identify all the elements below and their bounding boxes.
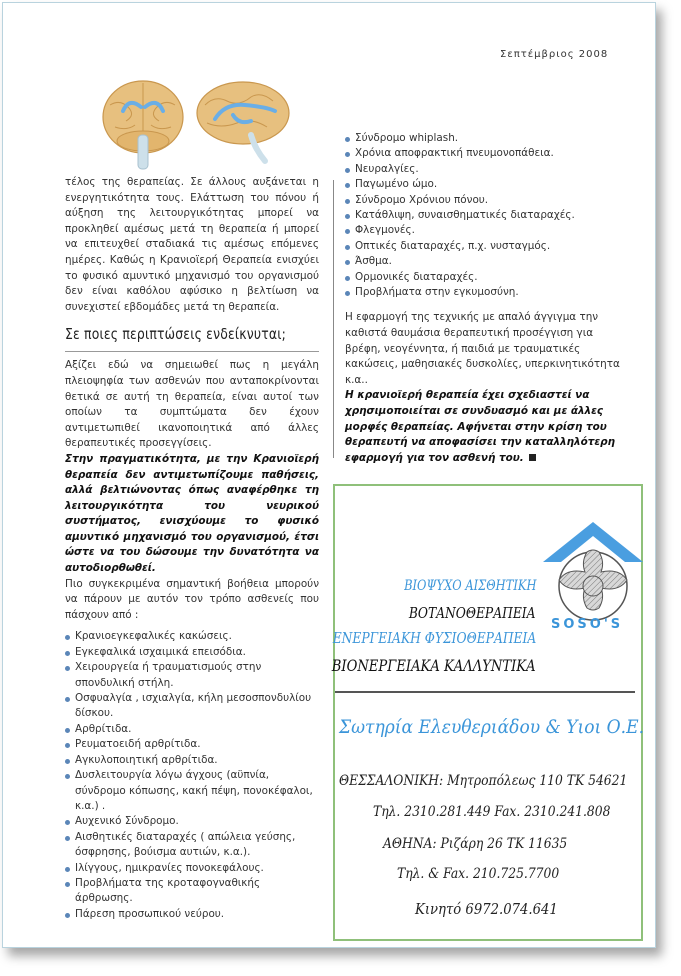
- intro-paragraph: τέλος της θεραπείας. Σε άλλους αυξάνεται η ενεργητικότητα τους. Ελάττωση του πόνου ή αύξηση της λειτουργικότητας μπορεί να προκληθεί αμέσως μετά τη θεραπεία ή μπορεί να επιτευχθεί σταδιακά τις αμέσως επόμενες ημέρες. Καθώς η Κρανιοϊερή Θεραπεία ενισχύει το φυσικό αμυντικό μηχανισμό του οργανισμού δεν είναι καθόλου αφύσικο η βελτίωση να συνεχιστεί εβδομάδες μετά τη θεραπεία.: [65, 176, 319, 313]
- ad-divider: [335, 691, 635, 693]
- list-item: Χειρουργεία ή τραυματισμούς στην σπονδυλική στήλη.: [65, 660, 319, 691]
- list-item: Αυχενικό Σύνδρομο.: [65, 814, 319, 829]
- list-item: Πάρεση προσωπικού νεύρου.: [65, 907, 319, 922]
- bullet-icon: [345, 183, 350, 188]
- list-item: Κρανιοεγκεφαλικές κακώσεις.: [65, 629, 319, 644]
- list-item: Ρευματοειδή αρθρίτιδα.: [65, 737, 319, 752]
- bullet-icon: [65, 728, 70, 733]
- children-paragraph: Η εφαρμογή της τεχνικής με απαλό άγγιγμα την καθιστά θαυμάσια θεραπευτική προσέγγιση για βρέφη, νεογέννητα, ή παιδιά με τραυματικές κακώσεις, μαθησιακές δυσκολίες, υπερκινητικότητα κ.α..: [345, 311, 620, 386]
- end-of-article-icon: [529, 454, 536, 461]
- bullet-icon: [345, 214, 350, 219]
- contact-line: Τηλ. & Fax. 210.725.7700: [397, 866, 560, 882]
- closing-section: [345, 310, 627, 466]
- list-item: Νευραλγίες.: [345, 162, 627, 177]
- issue-date: Σεπτέμβριος 2008: [500, 49, 609, 60]
- list-item: Άσθμα.: [345, 254, 627, 269]
- conditions-list-right: [345, 131, 627, 300]
- bullet-icon: [345, 137, 350, 142]
- bullet-icon: [65, 913, 70, 918]
- bullet-icon: [65, 651, 70, 656]
- list-item: Προβλήματα στην εγκυμοσύνη.: [345, 285, 627, 300]
- list-item: Αγκυλοποιητική αρθρίτιδα.: [65, 753, 319, 768]
- service-line: ΒΙΟΝΕΡΓΕΙΑΚΑ ΚΑΛΛΥΝΤΙΚΑ: [332, 656, 536, 675]
- emphasis-paragraph: Στην πραγματικότητα, με την Κρανιοϊερή θεραπεία δεν αντιμετωπίζουμε παθήσεις, αλλά βελτιώνοντας όπως αναφέρθηκε τη λειτουργικότητα του νευρικού συστήματος, ενισχύουμε το φυσικό αμυντικό μηχανισμό του οργανισμού, έτσι ώστε να του δώσουμε την δυνατότητα να αυτοδιορθωθεί.: [65, 452, 319, 575]
- list-item: Σύνδρομο Χρόνιου πόνου.: [345, 193, 627, 208]
- bullet-icon: [65, 759, 70, 764]
- bullet-icon: [65, 697, 70, 702]
- list-item: Χρόνια αποφρακτική πνευμονοπάθεια.: [345, 146, 627, 161]
- section-title: Σε ποιες περιπτώσεις ενδείκνυται;: [65, 325, 287, 344]
- list-item: Ιλίγγους, ημικρανίες πονοκεφάλους.: [65, 861, 319, 876]
- conditions-list-left: [65, 629, 319, 922]
- list-item: Οσφυαλγία , ισχιαλγία, κήλη μεσοσπονδυλίου δίσκου.: [65, 691, 319, 722]
- contact-line: ΘΕΣΣΑΛΟΝΙΚΗ: Μητροπόλεως 110 ΤΚ 54621: [339, 773, 628, 789]
- bullet-icon: [345, 276, 350, 281]
- advertisement: [333, 484, 643, 941]
- bullet-icon: [65, 635, 70, 640]
- bullet-icon: [65, 836, 70, 841]
- list-item: Δυσλειτουργία λόγω άγχους (αϋπνία, σύνδρομο κόπωσης, κακή πέψη, πονοκέφαλοι, κ.α.) .: [65, 768, 319, 814]
- closing-emphasis: Η κρανιοϊερή θεραπεία έχει σχεδιαστεί να χρησιμοποιείται σε συνδυασμό και με άλλες μορφές θεραπείας. Αφήνεται στην κρίση του θεραπευτή να αποφασίσει την καταλληλότερη εφαρμογή για τον ασθενή του.: [345, 389, 615, 464]
- bullet-icon: [345, 245, 350, 250]
- list-item: Οπτικές διαταραχές, π.χ. νυσταγμός.: [345, 239, 627, 254]
- bullet-icon: [65, 666, 70, 671]
- bullet-icon: [65, 867, 70, 872]
- bullet-icon: [345, 291, 350, 296]
- contact-line: Τηλ. 2310.281.449 Fax. 2310.241.808: [373, 804, 611, 820]
- magazine-page: [2, 2, 656, 948]
- service-line: ΒΙΟΨΥΧΟ ΑΙΣΘΗΤΙΚΗ: [403, 578, 536, 594]
- list-item: Παγωμένο ώμο.: [345, 177, 627, 192]
- brain-front-view: [103, 81, 183, 169]
- right-column: [345, 131, 627, 466]
- bullet-icon: [345, 260, 350, 265]
- column-divider: [333, 180, 334, 458]
- section-rule: [65, 351, 319, 352]
- list-item: Φλεγμονές.: [345, 223, 627, 238]
- bullet-icon: [65, 882, 70, 887]
- bullet-icon: [345, 152, 350, 157]
- bullet-icon: [65, 774, 70, 779]
- list-item: Αρθρίτιδα.: [65, 722, 319, 737]
- list-item: Ορμονικές διαταραχές.: [345, 270, 627, 285]
- contact-line: ΑΘΗΝΑ: Ριζάρη 26 ΤΚ 11635: [383, 836, 568, 852]
- left-column: [65, 175, 319, 922]
- brand-name: SOSO'S: [551, 617, 624, 632]
- bullet-icon: [345, 199, 350, 204]
- contact-line: Κινητό 6972.074.641: [415, 900, 558, 918]
- brain-illustration-icon: [95, 75, 295, 171]
- bullet-icon: [65, 743, 70, 748]
- conditions-intro: Πιο συγκεκριμένα σημαντική βοήθεια μπορούν να πάρουν με αυτόν τον τρόπο ασθενείς που πάσχουν από :: [65, 577, 319, 621]
- company-name: Σωτηρία Ελευθεριάδου & Υιοι Ο.Ε.: [339, 716, 645, 738]
- service-line: ΒΟΤΑΝΟΘΕΡΑΠΕΙΑ: [409, 604, 536, 622]
- bullet-icon: [345, 229, 350, 234]
- indications-paragraph: Αξίζει εδώ να σημειωθεί πως η μεγάλη πλειοψηφία των ασθενών που ανταποκρίνονται θετικά σε αυτή τη θεραπεία, είναι αυτοί των οποίων τα συμπτώματα δεν έχουν αντιμετωπιθεί ικανοποιητικά από άλλες θεραπευτικές προσεγγίσεις.: [65, 359, 319, 450]
- list-item: Κατάθλιψη, συναισθηματικές διαταραχές.: [345, 208, 627, 223]
- list-item: Αισθητικές διαταραχές ( απώλεια γεύσης, όσφρησης, βούισμα αυτιών, κ.α.).: [65, 830, 319, 861]
- brain-side-view: [197, 82, 289, 161]
- bullet-icon: [65, 820, 70, 825]
- list-item: Σύνδρομο whiplash.: [345, 131, 627, 146]
- list-item: Εγκεφαλικά ισχαιμικά επεισόδια.: [65, 645, 319, 660]
- list-item: Προβλήματα της κροταφογναθικής άρθρωσης.: [65, 876, 319, 907]
- service-line: ΕΝΕΡΓΕΙΑΚΗ ΦΥΣΙΟΘΕΡΑΠΕΙΑ: [332, 629, 536, 647]
- bullet-icon: [345, 168, 350, 173]
